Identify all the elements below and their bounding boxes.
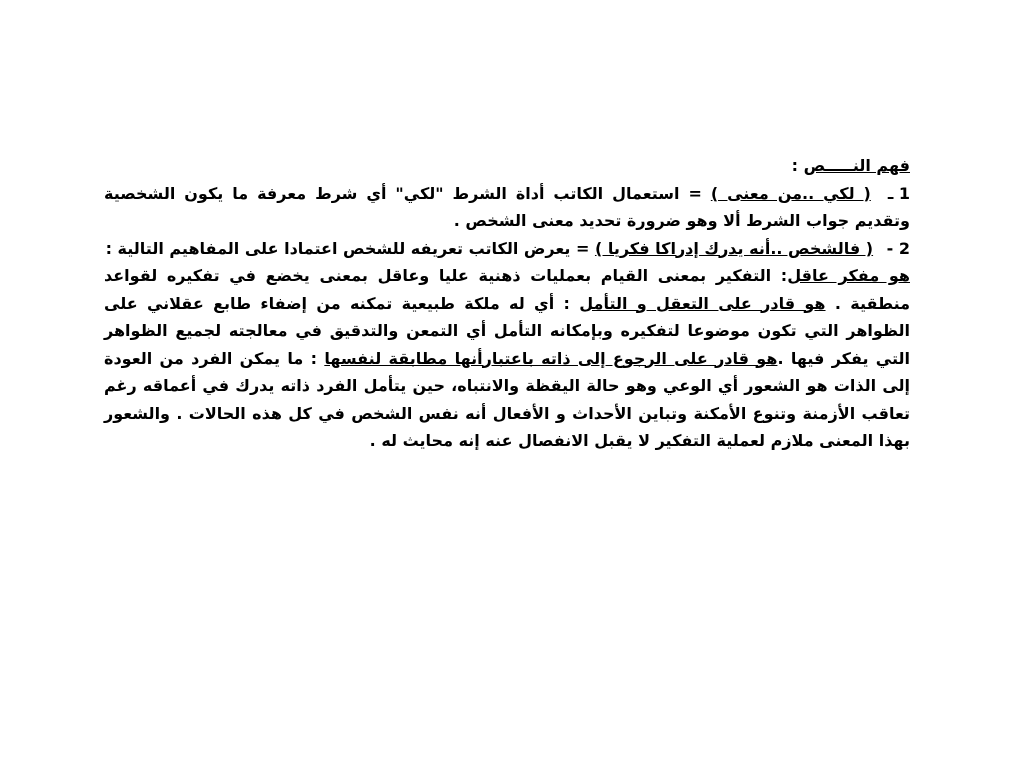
document-body: [104, 152, 910, 455]
concept-2-text: : أي له ملكة طبيعية تمكنه من إضفاء طابع عقلاني على الظواهر التي تكون موضوعا لتفكيره وبإمكانه التأمل أي التمعن والتدقيق في معالجته لجميع الظواهر التي يفكر فيها .: [104, 293, 911, 368]
concepts-paragraph: [104, 262, 910, 455]
item-1: [104, 180, 910, 235]
concept-3-label: هو قادر على الرجوع إلى ذاته باعتبارأنها مطابقة لنفسها: [324, 348, 778, 368]
item-1-text: = استعمال الكاتب أداة الشرط "لكي" أي شرط معرفة ما يكون الشخصية وتقديم جواب الشرط ألا وهو ضرورة تحديد معنى الشخص .: [104, 183, 910, 230]
concept-1-label: هو مفكر عاقل: [787, 266, 910, 285]
concept-2-label: هو قادر على التعقل و التأمل: [579, 293, 826, 313]
item-2: [104, 235, 910, 263]
section-heading: [104, 152, 910, 180]
item-2-number: 2 -: [886, 238, 910, 258]
item-2-phrase: ( فالشخص ..أنه يدرك إدراكا فكريا ): [594, 238, 874, 258]
heading-colon: :: [791, 156, 804, 175]
item-1-number: 1 ـ: [887, 183, 911, 203]
concept-1-text: : التفكير بمعنى القيام بعمليات ذهنية عليا وعاقل بمعنى يخضع في تفكيره لقواعد منطقية .: [104, 266, 911, 313]
concept-3-text: : ما يمكن الفرد من العودة إلى الذات هو الشعور أي الوعي وهو حالة اليقظة والانتباه، حين يتأمل الفرد ذاته يدرك في أعماقه رغم تعاقب الأزمنة وتنوع الأمكنة وتباين الأحداث و الأفعال أنه نفس الشخص في كل هذه الحالات . والشعور بهذا المعنى ملازم لعملية التفكير لا يقبل الانفصال عنه إنه محايث له .: [104, 348, 910, 450]
item-1-phrase: ( لكي ..من معنى ): [710, 183, 871, 203]
heading-title: فهم النـــــص: [803, 156, 910, 175]
item-2-text: = يعرض الكاتب تعريفه للشخص اعتمادا على المفاهيم التالية :: [105, 238, 595, 258]
